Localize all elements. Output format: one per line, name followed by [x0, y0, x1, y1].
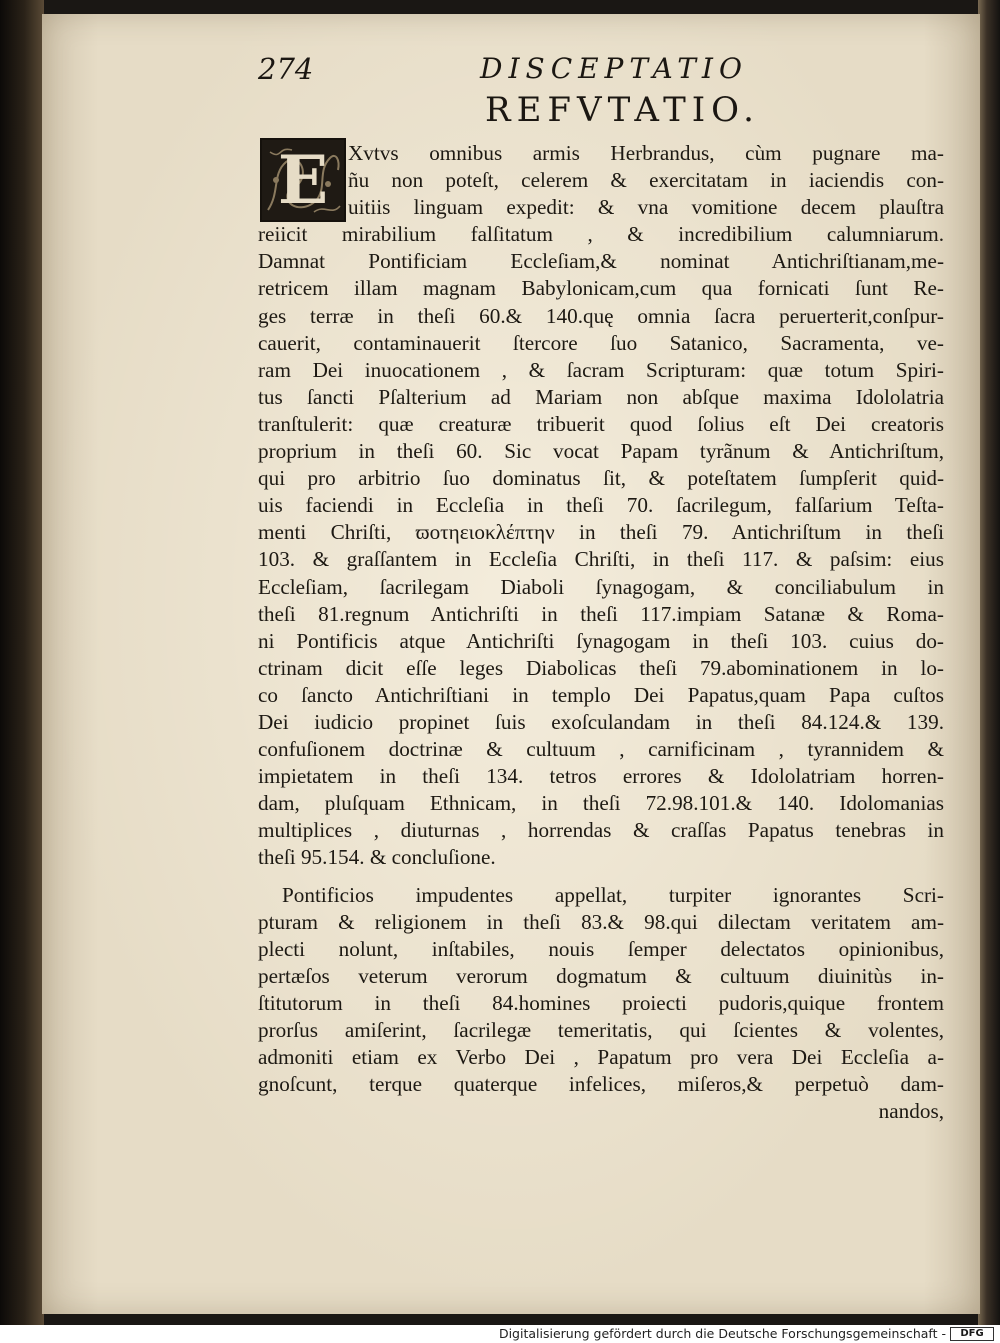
- text-line: uitiis linguam expedit: & vna vomitione decem plauſtra: [348, 195, 944, 220]
- text-line: pertæſos veterum verorum dogmatum & cultuum diuinitùs in-: [258, 963, 944, 988]
- footer-bar: [0, 1325, 1000, 1343]
- text-line: plecti nolunt, inſtabiles, nouis ſemper delectatos opinionibus,: [258, 936, 944, 961]
- text-line: 103. & graſſantem in Eccleſia Chriſti, in theſi 117. & paſsim: eius: [258, 547, 944, 572]
- text-line: nandos,: [878, 1099, 944, 1124]
- text-line: multiplices , diuturnas , horrendas & craſſas Papatus tenebras in: [258, 818, 944, 843]
- text-line: Dei iudicio propinet ſuis exoſculandam in theſi 84.124.& 139.: [258, 709, 944, 734]
- text-line: cauerit, contaminauerit ſtercore ſuo Satanico, Sacramenta, ve-: [258, 330, 944, 355]
- text-line: dam, pluſquam Ethnicam, in theſi 72.98.101.& 140. Idolomanias: [258, 791, 944, 816]
- text-line: Eccleſiam, ſacrilegam Diaboli ſynagogam, & conciliabulum in: [258, 574, 944, 599]
- paragraph-gap: [258, 872, 944, 882]
- text-line: reiicit mirabilium falſitatum , & incredibilium calumniarum.: [258, 222, 944, 247]
- text-line: Pontificios impudentes appellat, turpiter ignorantes Scri-: [282, 882, 944, 907]
- text-line: ñu non poteſt, celerem & exercitatam in iaciendis con-: [348, 168, 944, 193]
- page-header: [258, 52, 758, 92]
- footer-credit: Digitalisierung gefördert durch die Deutsche Forschungsgemeinschaft -: [498, 1326, 946, 1341]
- text-line: menti Chriſti, ϖοτηειοκλέπτην in theſi 79. Antichriſtum in theſi: [258, 520, 944, 545]
- text-line: theſi 95.154. & concluſione.: [258, 845, 496, 870]
- text-line: Damnat Pontificiam Eccleſiam,& nominat Antichriſtianam,me-: [258, 249, 944, 274]
- text-line: ni Pontificis atque Antichriſti ſynagogam in theſi 103. cuius do-: [258, 628, 944, 653]
- text-line: retricem illam magnam Babylonicam,cum qua fornicati ſunt Re-: [258, 276, 944, 301]
- text-line: ram Dei inuocationem , & ſacram Scripturam: quæ totum Spiri-: [258, 357, 944, 382]
- text-line: ſtitutorum in theſi 84.homines proiecti pudoris,quique frontem: [258, 990, 944, 1015]
- initial-letter: E: [277, 141, 329, 219]
- section-title: REFVTATIO.: [485, 90, 760, 130]
- text-line: tus ſancti Pſalterium ad Mariam non abſque maxima Idololatria: [258, 384, 944, 409]
- text-line: Xvtvs omnibus armis Herbrandus, cùm pugnare ma-: [348, 141, 944, 165]
- text-line: theſi 81.regnum Antichriſti in theſi 117.impiam Satanæ & Roma-: [258, 601, 944, 626]
- running-head: DISCEPTATIO: [480, 52, 748, 85]
- text-line: gnoſcunt, terque quaterque infelices, miſeros,& perpetuò dam-: [258, 1072, 944, 1097]
- text-line: prorſus amiſerint, ſacrilegæ temeritatis, qui ſcientes & volentes,: [258, 1018, 944, 1042]
- text-line: admoniti etiam ex Verbo Dei , Papatum pro vera Dei Eccleſia a-: [258, 1045, 944, 1070]
- body-text: [258, 140, 944, 1125]
- text-line: ges terræ in theſi 60.& 140.quę omnia ſacra peruerterit,conſpur-: [258, 303, 944, 328]
- text-line: proprium in theſi 60. Sic vocat Papam tyrãnum & Antichriſtum,: [258, 439, 944, 464]
- text-line: tranſtulerit: quæ creaturæ tribuerit quod ſolius eſt Dei creatoris: [258, 411, 944, 436]
- dfg-logo: DFG: [950, 1327, 994, 1341]
- text-line: uis faciendi in Eccleſia in theſi 70. ſacrilegum, falſarium Teſta-: [258, 493, 944, 518]
- text-line: impietatem in theſi 134. tetros errores & Idololatriam horren-: [258, 764, 944, 789]
- text-line: confuſionem doctrinæ & cultuum , carnificinam , tyrannidem &: [258, 737, 944, 762]
- text-line: ctrinam dicit eſſe leges Diabolicas theſi 79.abominationem in lo-: [258, 655, 944, 680]
- text-line: qui pro arbitrio ſuo dominatus ſit, & poteſtatem ſumpſerit quid-: [258, 466, 944, 491]
- scan-edge-left: [0, 0, 44, 1325]
- text-line: co ſancto Antichriſtiani in templo Dei Papatus,quam Papa cuſtos: [258, 682, 944, 707]
- text-line: pturam & religionem in theſi 83.& 98.qui dilectam veritatem am-: [258, 909, 944, 934]
- scan-edge-right: [978, 0, 1000, 1325]
- page-number: 274: [258, 52, 314, 86]
